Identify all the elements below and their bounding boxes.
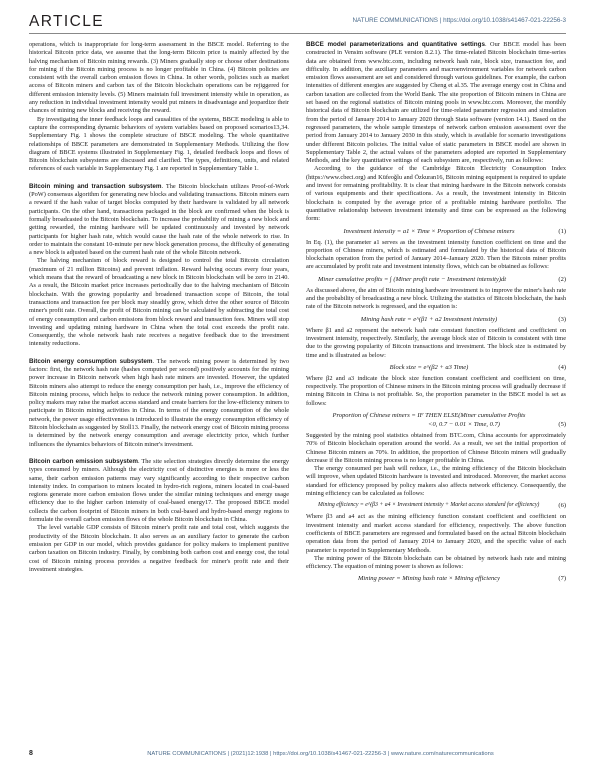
paragraph: As discussed above, the aim of Bitcoin mining hardware investment is to improve the miner's hash rate and the probability of broadcasting a new block. Utilizing the statistics of Bitcoin blockchain, the hash rate of the Bitcoin network is regressed, and the equation is:	[306, 286, 566, 311]
paragraph: The Bitcoin blockchain utilizes Proof-of-Work (PoW) consensus algorithm for generating new blocks and validating transactions. Bitcoin miners earn a reward if the hash value of target blocks computed by their hardware is validated by all network participants. On the other hand, transactions packaged in the block are confirmed when the block is formally broadcasted to the Bitcoin blockchain. To increase the probability of mining a new block and getting rewarded, the mining hardware will be updated continuously and invested by network participants for higher hash rate, which would cause the hash rate of the whole network to rise. In order to maintain the constant 10-minute per new block generation process, the difficulty of generating a new block is adjusted based on the current hash rate of the whole Bitcoin network.	[29, 182, 289, 257]
journal-reference-link[interactable]: NATURE COMMUNICATIONS | https://doi.org/10.1038/s41467-021-22256-3	[352, 17, 566, 24]
paragraph: Where β1 and a2 represent the network hash rate constant function coefficient and coefficient on investment intensity, respectively. Similarly, the average block size of Bitcoin is consistent with time due to the growing popularity of Bitcoin transactions and investment. The block size is estimated by time and is illustrated as below:	[306, 326, 566, 359]
page-number: 8	[29, 750, 33, 757]
paragraph: The site selection strategies directly determine the energy types consumed by miners. Although the electricity cost of distinctive energies is more or less the same, their carbon emission patterns may vary significantly according to their respective carbon intensity index. In comparison to miners located in hydro-rich regions, miners located in coal-based regions generate more carbon emission flows under the similar mining techniques and energy usage efficiency due to the higher carbon intensity of coal-based energy17. The proposed BBCE model collects the carbon footprint of Bitcoin miners in both coal-based and hydro-based energy regions to formulate the overall carbon emission flows of the whole Bitcoin blockchain in China.	[29, 457, 289, 524]
paragraph: By investigating the inner feedback loops and causalities of the systems, BBCE modeling is able to capture the corresponding dynamic behaviors of system variables based on proposed scenarios13,34. Supplementary Fig. 1 shows the complete structure of BBCE modeling. The whole quantitative relationships of BBCE parameters are demonstrated in Supplementary Methods. Utilizing the flow diagram of BBCE systems illustrated in Supplementary Fig. 1, detailed feedback loops and flows of Bitcoin blockchain subsystems are discussed and clarified. The types, definitions, units, and related references of each variable in Supplementary Fig. 1 are reported in Supplementary Table 1.	[29, 115, 289, 173]
equation-5-line-1: Proportion of Chinese miners = IF THEN ELSE(Miner cumulative Profits	[332, 411, 526, 419]
paragraph: The energy consumed per hash will reduce, i.e., the mining efficiency of the Bitcoin blockchain will improve, when updated Bitcoin hardware is invested and introduced. Moreover, the market access standard for efficiency proposed by policy makers also affects network efficiency. Consequently, the mining efficiency can be calculated as follows:	[306, 465, 566, 498]
right-column: BBCE model parameterizations and quantitative settings. Our BBCE model has been constructed in Vensim software (PLE version 8.2.1). The time-related Bitcoin blockchain time-series data are obtained from www.btc.com, including network hash rate, block size, transaction fee, and difficulty. In addition, the auxiliary parameters and macroenvironment variables for network carbon emission flows assessment are set and considered through various guidelines. For example, the carbon intensities of different energies are suggested by Cheng et al.35. The average energy cost in China and carbon taxation are collected from the World Bank. The site proportion of Bitcoin miners in China are set based on the regional statistics of Bitcoin mining pools in www.btc.com. Moreover, the monthly historical data of Bitcoin blockchain are utilized for time-related parameter regression and simulation from the period of January 2014 to January 2020 through Stata software (version 14.1). Based on the regressed parameters, the whole sample timesteps of network carbon emission assessment over the period from January 2014 to January 2030 in this study, which is available for scenario investigations under different Bitcoin policies. The initial value of static parameters in BBCE model are shown in Supplementary Table 2, the actual values of the parameters adopted are reported in Supplementary Methods, and the key quantitative settings of each subsystem are, respectively, run as follows: According to the guidance of the Cambridge Bitcoin Electricity Consumption Index (https://www.cbeci.org) and Küfeoğlu and Özkuran16, Bitcoin mining equipment is required to update and invest for remaining profitability. It is clear that mining hardware in the Bitcoin network consists of various equipments and their specifications. As a result, the investment intensity in Bitcoin blockchain is computed by the average price of a profitable mining hardware portfolio. The quantitative relationship between investment intensity and time can be expressed as the following form: Investment intensity = a1 × Time × Proportion of Chinese miners (1) In Eq. (1), the parameter a1 serves as the investment intensity function coefficient on time and the proportion of Chinese miners, which is estimated and formulated by the historical data of Bitcoin blockchain operation from the period of January 2014–January 2020. Then the Bitcoin miner profits are accumulated by profit rate and investment intensity flows, which can be obtained as follows: Miner cumulative profits = ∫ (Miner profit rate − Investment intensity)dt (2) As discussed above, the aim of Bitcoin mining hardware investment is to improve the miner's hash rate and the probability of broadcasting a new block. Utilizing the statistics of Bitcoin blockchain, the hash rate of the Bitcoin network is regressed, and the equation is: Mining hash rate = e^(β1 + a2 Investment intensity) (3) Where β1 and a2 represent the network hash rate constant function coefficient and coefficient on investment intensity, respectively. Similarly, the average block size of Bitcoin is consistent with time due to the growing popularity of Bitcoin transactions and investment. The block size is estimated by time and is illustrated as below: Block size = e^(β2 + a3 Time) (4) Where β2 and a3 indicate the block size function constant coefficient and coefficient on time, respectively. The proportion of Chinese miners in the Bitcoin mining process will gradually decrease if mining Bitcoin in China is not profitable. So, the proportion parameter in the BBCE model is set as follows: Proportion of Chinese miners = IF THEN ELSE(Miner cumulative Profits <0, 0.7 − 0.01 × Time, 0.7) (5) Suggested by the mining pool statistics obtained from BTC.com, China accounts for approximately 70% of Bitcoin blockchain operation around the world. As a result, we set the initial proportion of Chinese Bitcoin miners as 70%. In addition, the proportion of Chinese Bitcoin miners will gradually decrease if the Bitcoin mining process is no longer profitable in China. The energy consumed per hash will reduce, i.e., the mining efficiency of the Bitcoin blockchain will improve, when updated Bitcoin hardware is invested and introduced. Moreover, the market access standard for efficiency proposed by policy makers also affects network efficiency. Consequently, the mining efficiency can be calculated as follows: Mining efficiency = e^(β3 + a4 × Investment intensity + Market access standard for efficiency) (6) Where β3 and a4 act as the mining efficiency function constant coefficient and coefficient on investment intensity and market access standard for efficiency, respectively. The above function coefficients of BBCE parameters are regressed and formulated based on the actual Bitcoin blockchain operation data from the period of January 2014 to January 2020, and the specific value of each parameter is reported in Supplementary Methods. The mining power of the Bitcoin blockchain can be obtained by network hash rate and mining efficiency. The equation of mining power is shown as follows: Mining power = Mining hash rate × Mining efficiency (7)	[306, 41, 566, 583]
equation-6: Mining efficiency = e^(β3 + a4 × Investment intensity + Market access standard for efficiency) (6)	[318, 502, 566, 510]
equation-7: Mining power = Mining hash rate × Mining efficiency (7)	[357, 575, 566, 583]
subsection-heading: Bitcoin carbon emission subsystem	[29, 457, 138, 465]
paragraph: Suggested by the mining pool statistics obtained from BTC.com, China accounts for approximately 70% of Bitcoin blockchain operation around the world. As a result, we set the initial proportion of Chinese Bitcoin miners as 70%. In addition, the proportion of Chinese Bitcoin miners will gradually decrease if the Bitcoin mining process is no longer profitable in China.	[306, 431, 566, 464]
paragraph: The halving mechanism of block reward is designed to control the total Bitcoin circulation (maximum of 21 million Bitcoins) and prevent inflation. Reward halving occurs every four years, which means that the reward of broadcasting a new block in Bitcoin blockchain will be zero in 2140. As a result, the Bitcoin market price increases periodically due to the halving mechanism of Bitcoin blockchain. With the growing popularity and broadened transaction scope of Bitcoin, the total transactions and transaction fee per block may steadily grow, which drive the other source of Bitcoin miner's profit rate. Overall, the profit of Bitcoin mining can be calculated by subtracting the total cost of energy consumption and carbon emissions from block reward and transaction fees. Miners will stop investing and updating mining hardware in China when the total cost exceeds the profit rate. Consequently, the whole network hash rate receives a negative feedback due to the investment intensity reductions.	[29, 257, 289, 348]
paragraph: Where β2 and a3 indicate the block size function constant coefficient and coefficient on time, respectively. The proportion of Chinese miners in the Bitcoin mining process will gradually decrease if mining Bitcoin in China is not profitable. So, the proportion parameter in the BBCE model is set as follows:	[306, 374, 566, 407]
section-label: ARTICLE	[29, 13, 104, 30]
footer-citation-link[interactable]: NATURE COMMUNICATIONS | (2021)12:1938 | https://doi.org/10.1038/s41467-021-22256-3 | www.nature.com/naturecommunications	[147, 751, 494, 757]
subsection-heading: Bitcoin mining and transaction subsystem	[29, 182, 162, 190]
header-divider	[29, 33, 566, 34]
equation-4: Block size = e^(β2 + a3 Time) (4)	[389, 363, 566, 371]
equation-2: Miner cumulative profits = ∫ (Miner profit rate − Investment intensity)dt (2)	[318, 275, 566, 283]
equation-3: Mining hash rate = e^(β1 + a2 Investment intensity) (3)	[360, 315, 566, 323]
paragraph: According to the guidance of the Cambridge Bitcoin Electricity Consumption Index (https://www.cbeci.org) and Küfeoğlu and Özkuran16, Bitcoin mining equipment is required to update and invest for remaining profitability. It is clear that mining hardware in the Bitcoin network consists of various equipments and their specifications. As a result, the investment intensity in Bitcoin blockchain is computed by the average price of a profitable mining hardware portfolio. The quantitative relationship between investment intensity and time can be expressed as the following form:	[306, 165, 566, 223]
paragraph: operations, which is inappropriate for long-term assessment in the BBCE model. Referring to the historical Bitcoin price data, we assume that the long-term Bitcoin price is mainly affected by the halving mechanism of Bitcoin mining rewards. (3) Miners gradually stop or choose other destinations for mining if the Bitcoin mining process is no longer profitable in China. (4) Bitcoin policies are consistent with the overall carbon emission flows in China. In other words, policies such as market access of Bitcoin miners and carbon tax of the Bitcoin blockchain operations can be rejiggered for different emission intensity levels. (5) Miners maintain full investment intensity while in operation, as any reduction in individual investment intensity would put miners in disadvantage and jeopardize their chances of mining new blocks and receiving the reward.	[29, 41, 289, 115]
paragraph: In Eq. (1), the parameter a1 serves as the investment intensity function coefficient on time and the proportion of Chinese miners, which is estimated and formulated by the historical data of Bitcoin blockchain operation from the period of January 2014–January 2020. Then the Bitcoin miner profits are accumulated by profit rate and investment intensity flows, which can be obtained as follows:	[306, 238, 566, 271]
subsection-heading: BBCE model parameterizations and quantitative settings	[306, 41, 485, 48]
paragraph: The level variable GDP consists of Bitcoin miner's profit rate and total cost, which suggests the productivity of the Bitcoin blockchain. It also serves as an auxiliary factor to generate the carbon emission per GDP in our model, which provides guidance for policy makers to implement punitive carbon taxation on Bitcoin industry. Finally, by combining both carbon cost and energy cost, the total cost of Bitcoin mining process provides a negative feedback for miner's profit rate and their investment strategies.	[29, 524, 289, 573]
paragraph: The network mining power is determined by two factors: first, the network hash rate (hashes computed per second) positively accounts for the mining power increase in Bitcoin network when high hash rate miners are invested. However, the updated Bitcoin miners also attempt to reduce the energy consumption per hash, i.e., improve the efficiency of Bitcoin mining process, which helps to reduce the network mining power consumption. In addition, policy makers may raise the market access standard and create barriers for the low-efficiency miners to participate in Bitcoin mining activities in China. In terms of the energy consumption of the whole network, the power usage effectiveness is introduced to illustrate the energy consumption efficiency of Bitcoin blockchain as suggested by Stoll13. Finally, the network energy cost of Bitcoin mining process is determined by the network energy consumption and average electricity price, which further influences the dynamics behaviors of Bitcoin miner's investment.	[29, 357, 289, 448]
paragraph: Where β3 and a4 act as the mining efficiency function constant coefficient and coefficient on investment intensity and market access standard for efficiency, respectively. The above function coefficients of BBCE parameters are regressed and formulated based on the actual Bitcoin blockchain operation data from the period of January 2014 to January 2020, and the specific value of each parameter is reported in Supplementary Methods.	[306, 513, 566, 554]
equation-5-line-2: <0, 0.7 − 0.01 × Time, 0.7) (5)	[428, 420, 566, 428]
left-column: operations, which is inappropriate for long-term assessment in the BBCE model. Referring to the historical Bitcoin price data, we assume that the long-term Bitcoin price is mainly affected by the halving mechanism of Bitcoin mining rewards. (3) Miners gradually stop or choose other destinations for mining if the Bitcoin mining process is no longer profitable in China. (4) Bitcoin policies are consistent with the overall carbon emission flows in China. In other words, policies such as market access of Bitcoin miners and carbon tax of the Bitcoin blockchain operations can be rejiggered for different emission intensity levels. (5) Miners maintain full investment intensity while in operation, as any reduction in individual investment intensity would put miners in disadvantage and jeopardize their chances of mining new blocks and receiving the reward. By investigating the inner feedback loops and causalities of the systems, BBCE modeling is able to capture the corresponding dynamic behaviors of system variables based on proposed scenarios13,34. Supplementary Fig. 1 shows the complete structure of BBCE modeling. The whole quantitative relationships of BBCE parameters are demonstrated in Supplementary Methods. Utilizing the flow diagram of BBCE systems illustrated in Supplementary Fig. 1, detailed feedback loops and flows of Bitcoin blockchain subsystems are discussed and clarified. The types, definitions, units, and related references of each variable in Supplementary Fig. 1 are reported in Supplementary Table 1. Bitcoin mining and transaction subsystem. The Bitcoin blockchain utilizes Proof-of-Work (PoW) consensus algorithm for generating new blocks and validating transactions. Bitcoin miners earn a reward if the hash value of target blocks computed by their hardware is validated by all network participants. On the other hand, transactions packaged in the block are confirmed when the block is formally broadcasted to the Bitcoin blockchain. To increase the probability of mining a new block and getting rewarded, the mining hardware will be updated continuously and invested by network participants for higher hash rate, which would cause the hash rate of the whole network to rise. In order to maintain the constant 10-minute per new block generation process, the difficulty of generating a new block is adjusted based on the current hash rate of the whole Bitcoin network. The halving mechanism of block reward is designed to control the total Bitcoin circulation (maximum of 21 million Bitcoins) and prevent inflation. Reward halving occurs every four years, which means that the reward of broadcasting a new block in Bitcoin blockchain will be zero in 2140. As a result, the Bitcoin market price increases periodically due to the halving mechanism of Bitcoin blockchain. With the growing popularity and broadened transaction scope of Bitcoin, the total transactions and transaction fee per block may steadily grow, which drive the other source of Bitcoin miner's profit rate. Overall, the profit of Bitcoin mining can be calculated by subtracting the total cost of energy consumption and carbon emissions from block reward and transaction fees. Miners will stop investing and updating mining hardware in China when the total cost exceeds the profit rate. Consequently, the whole network hash rate receives a negative feedback due to the investment intensity reductions. Bitcoin energy consumption subsystem. The network mining power is determined by two factors: first, the network hash rate (hashes computed per second) positively accounts for the mining power increase in Bitcoin network when high hash rate miners are invested. However, the updated Bitcoin miners also attempt to reduce the energy consumption per hash, i.e., improve the efficiency of Bitcoin mining process, which helps to reduce the network mining power consumption. In addition, policy makers may raise the market access standard and create barriers for the low-efficiency miners to participate in Bitcoin mining activities in China. In terms of the energy consumption of the whole network, the power usage effectiveness is introduced to illustrate the energy consumption efficiency of Bitcoin blockchain as suggested by Stoll13. Finally, the network energy cost of Bitcoin mining process is determined by the network energy consumption and average electricity price, which further influences the dynamics behaviors of Bitcoin miner's investment. Bitcoin carbon emission subsystem. The site selection strategies directly determine the energy types consumed by miners. Although the electricity cost of distinctive energies is more or less the same, their carbon emission patterns may vary significantly according to their respective carbon intensity index. In comparison to miners located in hydro-rich regions, miners located in coal-based regions generate more carbon emission flows under the similar mining techniques and energy usage efficiency due to the higher carbon intensity of coal-based energy17. The proposed BBCE model collects the carbon footprint of Bitcoin miners in both coal-based and hydro-based energy regions to formulate the overall carbon emission flows of the whole Bitcoin blockchain in China. The level variable GDP consists of Bitcoin miner's profit rate and total cost, which suggests the productivity of the Bitcoin blockchain. It also serves as an auxiliary factor to generate the carbon emission per GDP in our model, which provides guidance for policy makers to implement punitive carbon taxation on Bitcoin industry. Finally, by combining both carbon cost and energy cost, the total cost of Bitcoin mining process provides a negative feedback for miner's profit rate and their investment strategies.	[29, 41, 289, 573]
subsection-heading: Bitcoin energy consumption subsystem	[29, 357, 153, 365]
paragraph: The mining power of the Bitcoin blockchain can be obtained by network hash rate and mining efficiency. The equation of mining power is shown as follows:	[306, 554, 566, 571]
equation-1: Investment intensity = a1 × Time × Proportion of Chinese miners (1)	[343, 227, 566, 235]
paragraph: Our BBCE model has been constructed in Vensim software (PLE version 8.2.1). The time-related Bitcoin blockchain time-series data are obtained from www.btc.com, including network hash rate, block size, transaction fee, and difficulty. In addition, the auxiliary parameters and macroenvironment variables for network carbon emission flows assessment are set and considered through various guidelines. For example, the carbon intensities of different energies are suggested by Cheng et al.35. The average energy cost in China and carbon taxation are collected from the World Bank. The site proportion of Bitcoin miners in China are set based on the regional statistics of Bitcoin mining pools in www.btc.com. Moreover, the monthly historical data of Bitcoin blockchain are utilized for time-related parameter regression and simulation from the period of January 2014 to January 2020 through Stata software (version 14.1). Based on the regressed parameters, the whole sample timesteps of network carbon emission assessment over the period from January 2014 to January 2030 in this study, which is available for scenario investigations under different Bitcoin policies. The initial value of static parameters in BBCE model are shown in Supplementary Table 2, the actual values of the parameters adopted are reported in Supplementary Methods, and the key quantitative settings of each subsystem are, respectively, run as follows:	[306, 41, 566, 165]
